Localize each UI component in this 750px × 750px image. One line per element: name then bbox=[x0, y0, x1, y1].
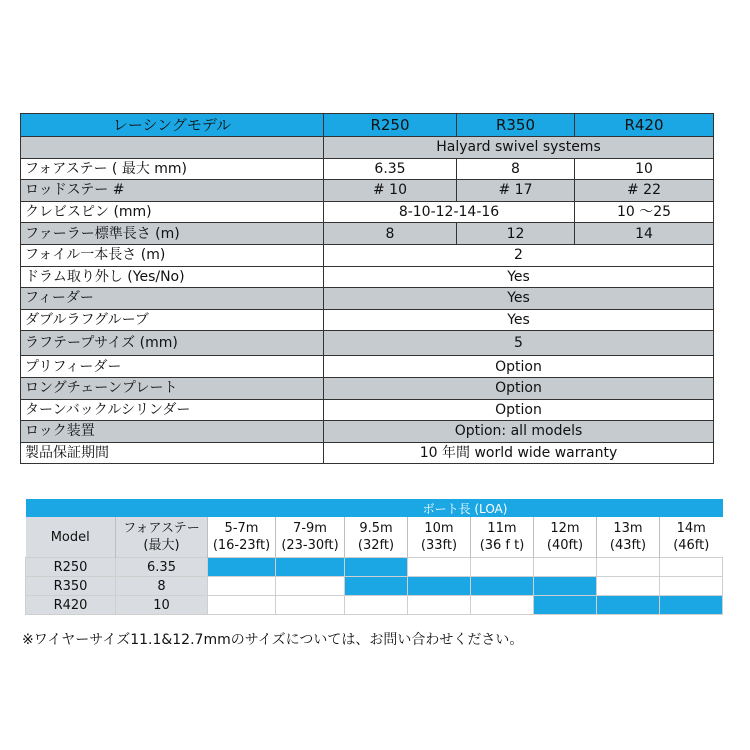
row-label: フィーダー bbox=[21, 288, 324, 310]
row-forestay: 8 bbox=[116, 577, 208, 596]
all-models-value: Option bbox=[324, 356, 714, 378]
r420-value: 14 bbox=[575, 223, 714, 245]
range-bar bbox=[660, 596, 723, 615]
length-ft: (43ft) bbox=[609, 538, 647, 553]
col-forestay-line1: フォアステー bbox=[123, 521, 200, 536]
row-label: ロッドステー # bbox=[21, 180, 324, 202]
range-bar bbox=[597, 596, 660, 615]
row-label: ラフテープサイズ (mm) bbox=[21, 331, 324, 356]
length-col bbox=[276, 517, 345, 558]
all-models-value: Yes bbox=[324, 309, 714, 331]
length-m: 9.5m bbox=[359, 521, 393, 536]
spec-row bbox=[21, 223, 714, 245]
row-label: 製品保証期間 bbox=[21, 442, 324, 464]
empty-cell bbox=[471, 558, 534, 577]
row-forestay: 10 bbox=[116, 596, 208, 615]
blank-cell bbox=[21, 137, 324, 159]
header-r250: R250 bbox=[324, 114, 457, 137]
halyard-cell: Halyard swivel systems bbox=[324, 137, 714, 159]
length-ft: (16-23ft) bbox=[212, 538, 271, 553]
empty-cell bbox=[408, 596, 471, 615]
all-models-value: Yes bbox=[324, 266, 714, 288]
r420-value: 10 bbox=[575, 158, 714, 180]
all-models-value: Yes bbox=[324, 288, 714, 310]
boat-row-r420 bbox=[26, 596, 723, 615]
title-spacer bbox=[26, 499, 208, 517]
length-col bbox=[208, 517, 276, 558]
length-col bbox=[408, 517, 471, 558]
length-ft: (36 f t) bbox=[479, 538, 525, 553]
spec-row bbox=[21, 180, 714, 202]
range-bar bbox=[534, 577, 597, 596]
boat-length-title: ボート長 (LOA) bbox=[208, 499, 723, 517]
all-models-value: 2 bbox=[324, 244, 714, 266]
range-bar bbox=[208, 558, 276, 577]
length-m: 7-9m bbox=[293, 521, 327, 536]
length-m: 12m bbox=[550, 521, 580, 536]
empty-cell bbox=[597, 577, 660, 596]
spec-table bbox=[20, 113, 714, 464]
range-bar bbox=[345, 558, 408, 577]
length-m: 13m bbox=[613, 521, 643, 536]
r250-value: 8 bbox=[324, 223, 457, 245]
r350-value: 8 bbox=[457, 158, 575, 180]
empty-cell bbox=[276, 577, 345, 596]
range-bar bbox=[345, 577, 408, 596]
r350-value: 12 bbox=[457, 223, 575, 245]
halyard-row bbox=[21, 137, 714, 159]
length-col bbox=[345, 517, 408, 558]
empty-cell bbox=[660, 577, 723, 596]
r250-value: # 10 bbox=[324, 180, 457, 202]
range-bar bbox=[534, 596, 597, 615]
col-forestay-line2: (最大) bbox=[143, 538, 180, 553]
all-models-value: Option bbox=[324, 399, 714, 421]
all-models-value: Option: all models bbox=[324, 421, 714, 443]
r350-value: # 17 bbox=[457, 180, 575, 202]
empty-cell bbox=[208, 596, 276, 615]
row-label: ロングチェーンプレート bbox=[21, 377, 324, 399]
row-label: プリフィーダー bbox=[21, 356, 324, 378]
r420-value: 10 ～25 bbox=[575, 201, 714, 223]
boat-header-row bbox=[26, 517, 723, 558]
row-label: ロック装置 bbox=[21, 421, 324, 443]
row-model: R350 bbox=[26, 577, 116, 596]
range-bar bbox=[276, 558, 345, 577]
spec-row bbox=[21, 158, 714, 180]
empty-cell bbox=[534, 558, 597, 577]
spec-row bbox=[21, 331, 714, 356]
length-ft: (33ft) bbox=[420, 538, 458, 553]
spec-row bbox=[21, 244, 714, 266]
length-ft: (40ft) bbox=[546, 538, 584, 553]
length-m: 10m bbox=[424, 521, 454, 536]
r420-value: # 22 bbox=[575, 180, 714, 202]
all-models-value: 10 年間 world wide warranty bbox=[324, 442, 714, 464]
length-ft: (23-30ft) bbox=[281, 538, 339, 553]
spec-row bbox=[21, 377, 714, 399]
length-col bbox=[534, 517, 597, 558]
spec-row bbox=[21, 442, 714, 464]
row-model: R250 bbox=[26, 558, 116, 577]
length-m: 11m bbox=[487, 521, 517, 536]
header-r420: R420 bbox=[575, 114, 714, 137]
row-label: ダブルラフグルーブ bbox=[21, 309, 324, 331]
row-label: フォアステー ( 最大 mm) bbox=[21, 158, 324, 180]
length-ft: (32ft) bbox=[357, 538, 395, 553]
row-label: クレビスピン (mm) bbox=[21, 201, 324, 223]
length-col bbox=[471, 517, 534, 558]
empty-cell bbox=[276, 596, 345, 615]
length-m: 5-7m bbox=[224, 521, 259, 536]
spec-row bbox=[21, 288, 714, 310]
length-m: 14m bbox=[676, 521, 706, 536]
boat-row-r350 bbox=[26, 577, 723, 596]
spec-row bbox=[21, 399, 714, 421]
row-label: ターンバックルシリンダー bbox=[21, 399, 324, 421]
length-ft: (46ft) bbox=[673, 538, 710, 553]
row-label: ドラム取り外し (Yes/No) bbox=[21, 266, 324, 288]
col-forestay bbox=[116, 517, 208, 558]
boat-row-r250 bbox=[26, 558, 723, 577]
range-bar bbox=[408, 577, 471, 596]
footnote: ※ワイヤーサイズ11.1&12.7mmのサイズについては、お問い合わせください。 bbox=[22, 632, 524, 648]
empty-cell bbox=[471, 596, 534, 615]
all-models-value: 5 bbox=[324, 331, 714, 356]
header-model: レーシングモデル bbox=[21, 114, 324, 137]
boat-title-row bbox=[26, 499, 723, 517]
empty-cell bbox=[408, 558, 471, 577]
row-forestay: 6.35 bbox=[116, 558, 208, 577]
empty-cell bbox=[208, 577, 276, 596]
r250-r350-value: 8-10-12-14-16 bbox=[324, 201, 575, 223]
spec-row bbox=[21, 201, 714, 223]
spec-row bbox=[21, 356, 714, 378]
header-r350: R350 bbox=[457, 114, 575, 137]
empty-cell bbox=[597, 558, 660, 577]
row-label: ファーラー標準長さ (m) bbox=[21, 223, 324, 245]
boat-length-table bbox=[25, 499, 723, 615]
row-model: R420 bbox=[26, 596, 116, 615]
spec-row bbox=[21, 309, 714, 331]
col-model: Model bbox=[26, 517, 116, 558]
r250-value: 6.35 bbox=[324, 158, 457, 180]
all-models-value: Option bbox=[324, 377, 714, 399]
empty-cell bbox=[345, 596, 408, 615]
spec-header-row bbox=[21, 114, 714, 137]
range-bar bbox=[471, 577, 534, 596]
empty-cell bbox=[660, 558, 723, 577]
length-col bbox=[660, 517, 723, 558]
length-col bbox=[597, 517, 660, 558]
spec-row bbox=[21, 266, 714, 288]
row-label: フォイル一本長さ (m) bbox=[21, 244, 324, 266]
spec-row bbox=[21, 421, 714, 443]
